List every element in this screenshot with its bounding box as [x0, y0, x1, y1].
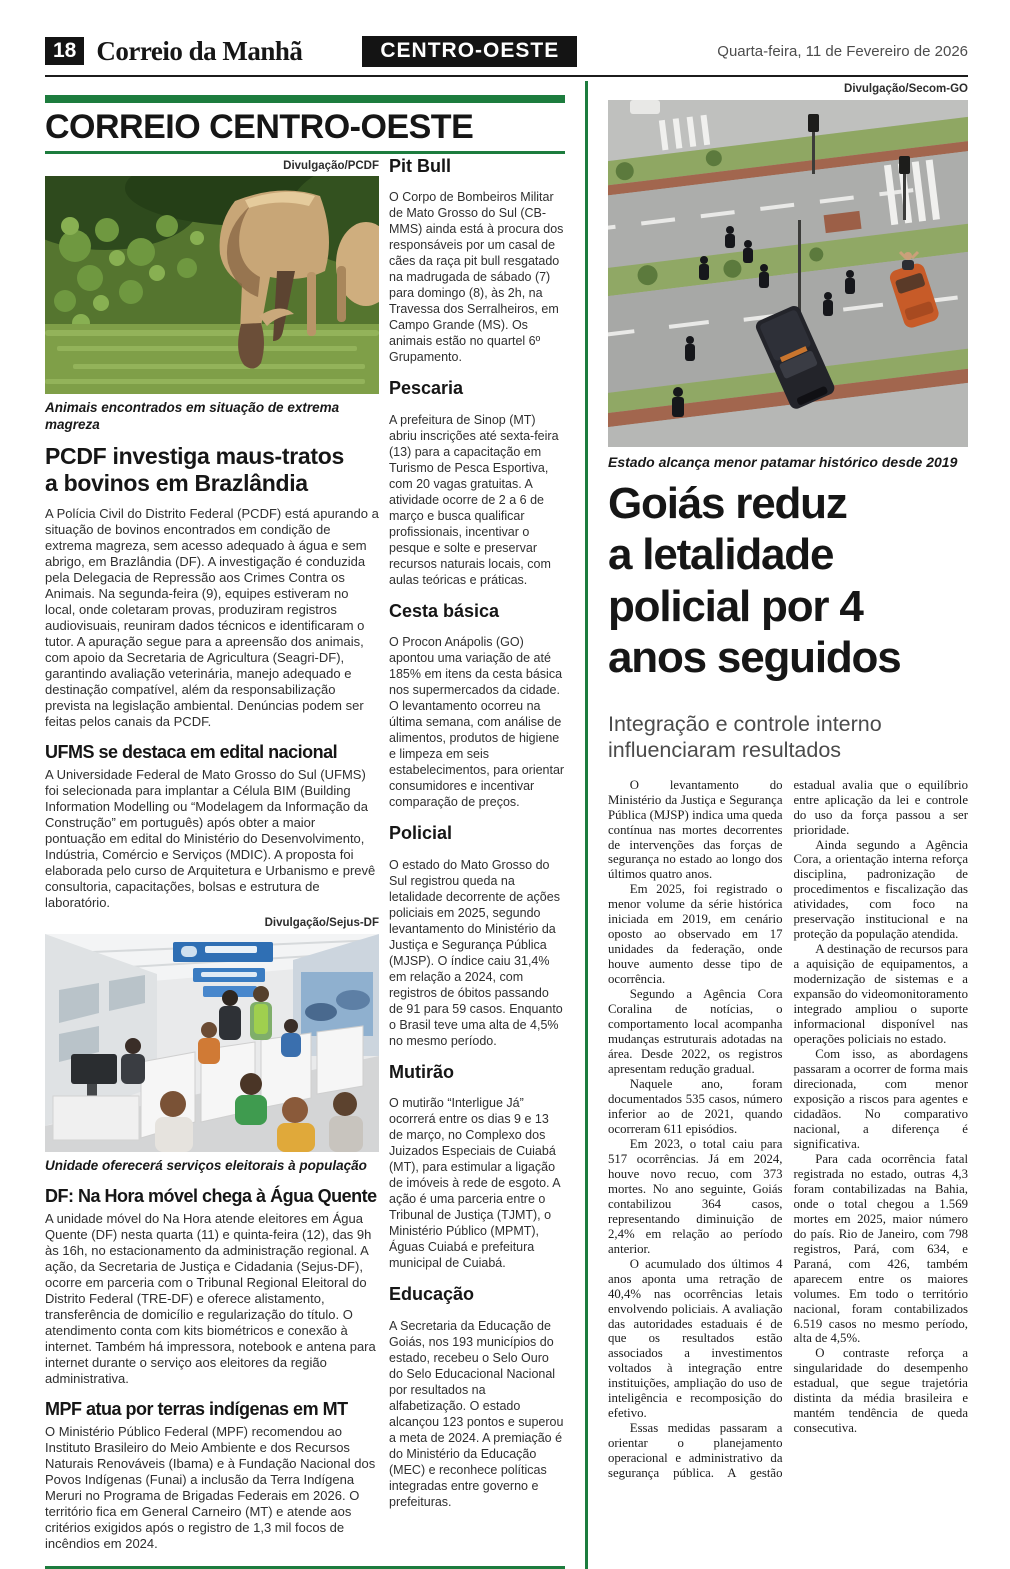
- paragraph: O levantamento do Ministério da Justiça e Segurança Pública (MJSP) indica uma queda contínua nas mortes decorrentes de intervenções das forças de segurança no estado ao longo dos últimos quatro anos.: [608, 777, 783, 882]
- police-operation-photo: [608, 100, 968, 447]
- left-column: [45, 154, 379, 1558]
- page-date: Quarta-feira, 11 de Fevereiro de 2026: [717, 42, 968, 60]
- brief-body: A Secretaria da Educação de Goiás, nos 193 municípios do estado, recebeu o Selo Ouro do Selo Educacional Nacional por resultados na alfabetização. O estado alcançou 123 pontos e superou a meta de 2024. A premiação é do Ministério da Educação (MEC) e reconhece políticas integradas entre governo e prefeituras.: [389, 1318, 564, 1509]
- paragraph: Em 2023, o total caiu para 517 ocorrências. Já em 2024, houve novo recuo, com 373 mortes. No ano seguinte, Goiás contabilizou 364 casos, representando diminuição de 2,4% em relação ao período anterior.: [608, 1136, 783, 1256]
- page-header: [45, 34, 968, 68]
- brief-item: [389, 1062, 565, 1272]
- brief-item: [389, 1284, 565, 1510]
- brief-body: A prefeitura de Sinop (MT) abriu inscrições até sexta-feira (13) para a capacitação em Turismo de Pesca Esportiva, com 20 vagas gratuitas. A atividade ocorre de 2 a 6 de março e busca qualificar profissionais, incentivar o pesque e solte e preservar recursos naturais locais, com aulas teóricas e práticas.: [389, 412, 559, 587]
- main-article-body: [608, 778, 968, 1484]
- main-article: [608, 81, 968, 1484]
- paragraph: Segundo a Agência Cora Coralina de notícias, o comportamento local acompanha mudanças estruturais adotadas na área. Desde 2022, os registros apresentam redução gradual.: [608, 987, 783, 1077]
- main-subhead: Integração e controle interno influenciaram resultados: [608, 712, 882, 762]
- brief-title: Mutirão: [389, 1061, 454, 1082]
- paragraph: Essas medidas passaram a orientar o planejamento operacional e administrativo da segurança pública. A gestão estadual avalia que o equilíbrio entre aplicação da lei e controle do uso da força passou a ser prioridade.: [608, 777, 968, 1481]
- article-headline-nahora: DF: Na Hora móvel chega à Água Quente: [45, 1185, 377, 1206]
- paragraph: A destinação de recursos para a aquisição de equipamentos, a modernização de sistemas e a expansão do videomonitoramento integrado ampliou o suporte informacional disponível nas operações policiais no estado.: [793, 942, 968, 1047]
- brief-title: Policial: [389, 823, 453, 844]
- article-headline-mpf: MPF atua por terras indígenas em MT: [45, 1398, 348, 1419]
- paragraph: O acumulado dos últimos 4 anos aponta uma retração de 40,4% nas ocorrências letais envolvendo policiais. A avaliação das autoridades estaduais é de que os resultados estão associados a investimentos voltados à integração entre instituições, ampliação do uso de inteligência e recomposição do efetivo.: [608, 1256, 783, 1421]
- paragraph: Ainda segundo a Agência Cora, a orientação interna reforça disciplina, padronização de procedimentos e fiscalização das atividades, com foco na preservação institucional e na proteção da população atendida.: [793, 837, 968, 942]
- section-title: CORREIO CENTRO-OESTE: [45, 108, 474, 146]
- brief-body: O mutirão “Interligue Já” ocorrerá entre os dias 9 e 13 de março, no Complexo dos Juizados Especiais de Cuiabá (MT), para estimular a ligação de imóveis à rede de esgoto. A ação é uma parceria entre o Tribunal de Justiça (TJMT), o Ministério Público (MPMT), Águas Cuiabá e prefeitura municipal de Cuiabá.: [389, 1096, 560, 1271]
- brief-title: Cesta básica: [389, 600, 500, 621]
- vertical-divider: [585, 81, 588, 1569]
- paragraph: Naquele ano, foram documentados 535 casos, número inferior ao de 2021, quando ocorreram 611 episódios.: [608, 1077, 783, 1136]
- section-banner: CENTRO-OESTE: [362, 36, 577, 67]
- photo-caption: Unidade oferecerá serviços eleitorais à população: [45, 1157, 367, 1173]
- brief-title: Pit Bull: [389, 155, 451, 176]
- brief-title: Pescaria: [389, 378, 464, 399]
- brief-item: [389, 823, 565, 1049]
- brief-item: [389, 601, 565, 811]
- photo-caption: Animais encontrados em situação de extrema magreza: [45, 400, 340, 432]
- regional-section-head: [45, 95, 565, 154]
- cattle-photo: [45, 176, 379, 394]
- brief-body: O Corpo de Bombeiros Militar de Mato Grosso do Sul (CB-MMS) ainda está à procura dos responsáveis por um casal de cães da raça pit bull resgatado na madrugada de sábado (7) para domingo (8), às 2h, na Travessa dos Serralheiros, em Campo Grande (MS). Os animais estão no quartel 6º Grupamento.: [389, 190, 564, 365]
- paragraph: Em 2025, foi registrado o menor volume da série histórica iniciada em 2019, em cenário oposto ao observado em 17 unidades da federação, onde houve aumento desse tipo de ocorrência.: [608, 882, 783, 987]
- article-body-ufms: A Universidade Federal de Mato Grosso do Sul (UFMS) foi selecionada para implantar a Célula BIM (Building Information Modelling ou “Modelagem da Informação da Construção” em português) após obter a maior pontuação em edital do Ministério do Desenvolvimento, Indústria, Comércio e Serviços (MDIC). A proposta foi elaborada pelo curso de Arquitetura e Urbanismo e prevê consultoria, capacitações, bolsas e estrutura de laboratório.: [45, 766, 376, 910]
- masthead: Correio da Manhã: [96, 35, 303, 66]
- regional-section: [45, 81, 565, 1569]
- article-headline-ufms: UFMS se destaca em edital nacional: [45, 741, 338, 762]
- brief-item: [389, 156, 565, 366]
- mobile-unit-photo: [45, 934, 379, 1152]
- article-body-mpf: O Ministério Público Federal (MPF) recomendou ao Instituto Brasileiro do Meio Ambiente e dos Recursos Naturais Renováveis (Ibama) e à Fundação Nacional dos Povos Indígenas (Funai) a inclusão da Terra Indígena Meruri no Programa de Brigadas Federais em 2026. O território fica em General Carneiro (MT) e atende aos critérios exigidos após o registro de 1,3 mil focos de incêndios em 2024.: [45, 1423, 376, 1551]
- photo-caption: Estado alcança menor patamar histórico desde 2019: [608, 453, 958, 470]
- photo-credit: Divulgação/PCDF: [283, 159, 379, 172]
- brief-item: [389, 378, 565, 588]
- briefs-column: [389, 154, 565, 1558]
- main-headline: Goiás reduz a letalidade policial por 4 anos seguidos: [608, 479, 901, 682]
- article-body-pcdf: A Polícia Civil do Distrito Federal (PCDF) está apurando a situação de bovinos encontrados em condição de extrema magreza, sem acesso adequado à água e sem abrigo, em Brazlândia (DF). A investigação é conduzida pela Delegacia de Repressão aos Crimes Contra os Animais. Na segunda-feira (9), equipes estiveram no local, onde coletaram provas, produziram registros audiovisuais, reuniram dados técnicos e identificaram o tutor. A apuração segue para a apreensão dos animais, com apoio da Secretaria de Agricultura (Seagri-DF), garantindo avaliação veterinária, manejo adequado e destinação compatível, além da responsabilização prevista na legislação ambiental. Denúncias podem ser feitas pelos canais da PCDF.: [45, 505, 379, 729]
- photo-credit: Divulgação/Secom-GO: [844, 83, 968, 95]
- paragraph: O contraste reforça a singularidade do desempenho estadual, que segue trajetória distinta da média brasileira e mantém tendência de queda consecutiva.: [793, 1346, 968, 1436]
- page-number: 18: [45, 37, 84, 65]
- brief-title: Educação: [389, 1284, 475, 1305]
- header-rule: [45, 75, 968, 77]
- article-headline-pcdf: PCDF investiga maus-tratos a bovinos em Brazlândia: [45, 442, 344, 496]
- paragraph: Para cada ocorrência fatal registrada no estado, outras 4,3 foram contabilizadas na Bahia, onde o total chegou a 1.569 mortes em 2025, maior número do país. Rio de Janeiro, com 798 registros, Pará, com 634, e Paraná, com 426, também aparecem entre os maiores volumes. Em todo o território nacional, foram contabilizados 6.519 casos no mesmo período, alta de 4,5%.: [793, 1151, 968, 1346]
- green-bar-top: [45, 95, 565, 103]
- article-body-nahora: A unidade móvel do Na Hora atende eleitores em Água Quente (DF) nesta quarta (11) e quinta-feira (12), das 9h às 16h, no estacionamento da administração regional. A ação, da Secretaria de Justiça e Cidadania (Sejus-DF), ocorre em parceria com o Tribunal Regional Eleitoral do Distrito Federal (TRE-DF) e oferece alistamento, transferência de domicílio e regularização do título. O atendimento conta com kits biométricos e conexão à internet. Também há impressora, notebook e antena para internet durante o serviço aos eleitores da região administrativa.: [45, 1210, 376, 1386]
- brief-body: O Procon Anápolis (GO) apontou uma variação de até 185% em itens da cesta básica nos supermercados da cidade. O levantamento ocorreu na última semana, com análise de alimentos, produtos de higiene e limpeza em seis estabelecimentos, para orientar consumidores e incentivar comparação de preços.: [389, 635, 565, 810]
- paragraph: Com isso, as abordagens passaram a ocorrer de forma mais direcionada, com menor exposição a riscos para agentes e cidadãos. No comparativo nacional, a diferença é significativa.: [793, 1047, 968, 1151]
- photo-credit: Divulgação/Sejus-DF: [264, 916, 379, 929]
- brief-body: O estado do Mato Grosso do Sul registrou queda na letalidade decorrente de ações policiais em 2025, segundo levantamento do Ministério da Justiça e Segurança Pública (MJSP). O índice caiu 31,4% em relação a 2024, com registros de óbitos passando de 91 para 59 casos. Enquanto o Brasil teve uma alta de 4,5% no mesmo período.: [389, 857, 563, 1048]
- content-row: [45, 81, 968, 1569]
